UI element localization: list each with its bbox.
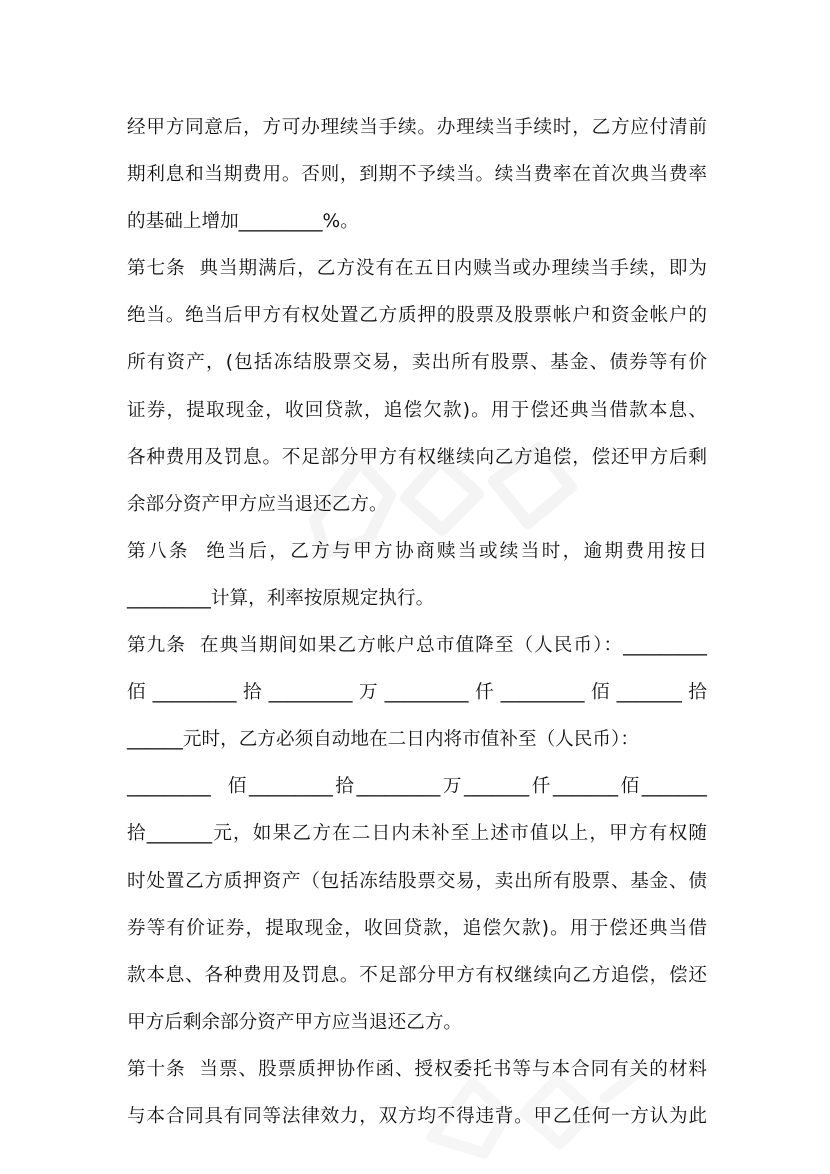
- document-line: 经甲方同意后，方可办理续当手续。办理续当手续时，乙方应付清前: [127, 117, 707, 138]
- document-line: 款本息、各种费用及罚息。不足部分甲方有权继续向乙方追偿，偿还: [127, 964, 707, 986]
- article-nine-heading-line: 第九条 在典当期间如果乙方帐户总市值降至（人民币）：_________: [127, 635, 707, 657]
- document-line: 的基础上增加_________%。: [127, 211, 359, 233]
- document-line: 券等有价证券，提取现金，收回贷款，追偿欠款)。用于偿还典当借: [127, 917, 707, 939]
- document-body: [127, 104, 707, 1140]
- document-line: 绝当。绝当后甲方有权处置乙方质押的股票及股票帐户和资金帐户的: [127, 305, 707, 327]
- blank-amount-line: _________ 佰_________拾_________万_______仟_______佰_______: [127, 776, 707, 798]
- document-line: 期利息和当期费用。否则，到期不予续当。续当费率在首次典当费率: [127, 164, 707, 186]
- document-line: 甲方后剩余部分资产甲方应当退还乙方。: [127, 1011, 463, 1033]
- article-eight-heading-line: 第八条 绝当后，乙方与甲方协商赎当或续当时，逾期费用按日: [127, 540, 707, 562]
- document-line: 拾_______元，如果乙方在二日内未补至上述市值以上，甲方有权随: [127, 823, 707, 845]
- document-line: 时处置乙方质押资产（包括冻结股票交易，卖出所有股票、基金、债: [127, 870, 707, 892]
- article-ten-heading-line: 第十条 当票、股票质押协作函、授权委托书等与本合同有关的材料: [127, 1058, 707, 1080]
- document-line: 余部分资产甲方应当退还乙方。: [127, 493, 388, 515]
- blank-amount-line: 佰 _________ 拾 _________ 万 _________ 仟 _________ 佰 _______ 拾: [127, 682, 707, 704]
- document-line: 与本合同具有同等法律效力，双方均不得违背。甲乙任何一方认为此: [127, 1105, 707, 1127]
- document-line: ______元时，乙方必须自动地在二日内将市值补至（人民币）：: [127, 729, 639, 751]
- document-line: _________计算，利率按原规定执行。: [127, 587, 435, 609]
- document-line: 证券，提取现金，收回贷款，追偿欠款)。用于偿还典当借款本息、: [127, 399, 707, 421]
- document-line: 各种费用及罚息。不足部分甲方有权继续向乙方追偿，偿还甲方后剩: [127, 446, 707, 468]
- document-line: 所有资产，(包括冻结股票交易，卖出所有股票、基金、债券等有价: [127, 352, 707, 374]
- article-seven-heading-line: 第七条 典当期满后，乙方没有在五日内赎当或办理续当手续，即为: [127, 258, 707, 280]
